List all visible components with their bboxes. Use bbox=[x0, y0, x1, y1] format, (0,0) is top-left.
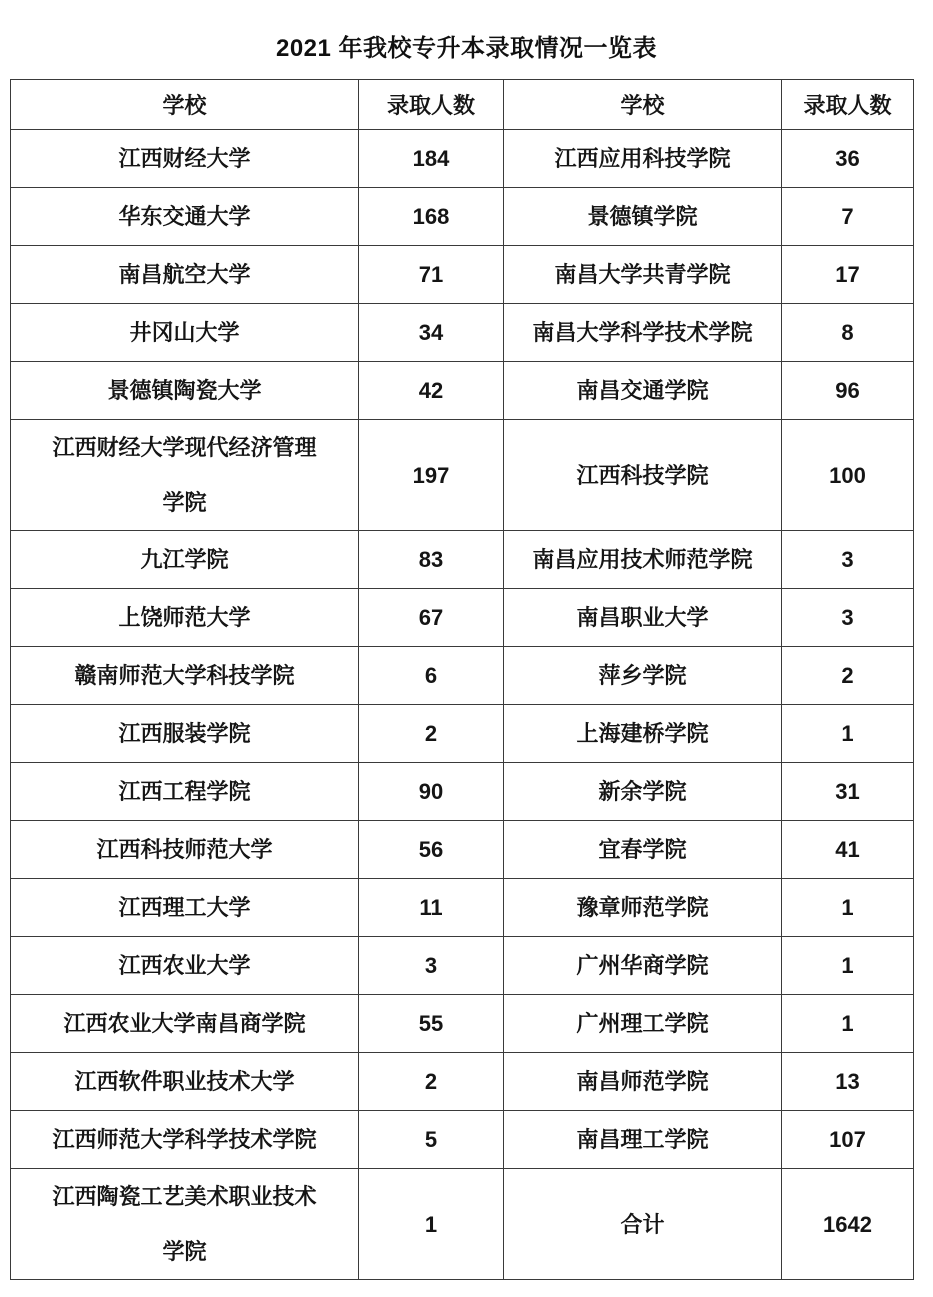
cell-left-school: 华东交通大学 bbox=[11, 188, 359, 246]
cell-left-count: 42 bbox=[359, 362, 504, 420]
table-row bbox=[11, 531, 914, 589]
cell-right-count: 36 bbox=[782, 130, 914, 188]
table-row bbox=[11, 705, 914, 763]
cell-right-school: 南昌交通学院 bbox=[504, 362, 782, 420]
table-row bbox=[11, 937, 914, 995]
cell-left-school: 江西工程学院 bbox=[11, 763, 359, 821]
cell-left-school: 江西财经大学 bbox=[11, 130, 359, 188]
cell-left-school: 江西陶瓷工艺美术职业技术学院 bbox=[11, 1169, 359, 1280]
cell-right-school: 南昌师范学院 bbox=[504, 1053, 782, 1111]
table-row bbox=[11, 362, 914, 420]
table-row bbox=[11, 821, 914, 879]
table-body bbox=[11, 130, 914, 1280]
cell-right-count: 1642 bbox=[782, 1169, 914, 1280]
cell-left-count: 55 bbox=[359, 995, 504, 1053]
cell-left-count: 34 bbox=[359, 304, 504, 362]
cell-right-count: 100 bbox=[782, 420, 914, 531]
table-row bbox=[11, 130, 914, 188]
table-row bbox=[11, 304, 914, 362]
cell-right-school: 南昌应用技术师范学院 bbox=[504, 531, 782, 589]
cell-left-school: 江西理工大学 bbox=[11, 879, 359, 937]
table-row bbox=[11, 420, 914, 531]
cell-left-school: 江西服装学院 bbox=[11, 705, 359, 763]
cell-right-count: 7 bbox=[782, 188, 914, 246]
cell-right-count: 17 bbox=[782, 246, 914, 304]
cell-right-school: 广州华商学院 bbox=[504, 937, 782, 995]
cell-right-school: 广州理工学院 bbox=[504, 995, 782, 1053]
header-count-left: 录取人数 bbox=[359, 80, 504, 130]
cell-left-count: 1 bbox=[359, 1169, 504, 1280]
cell-right-count: 31 bbox=[782, 763, 914, 821]
cell-left-count: 67 bbox=[359, 589, 504, 647]
table-row bbox=[11, 1053, 914, 1111]
cell-right-school: 合计 bbox=[504, 1169, 782, 1280]
table-row bbox=[11, 1111, 914, 1169]
cell-left-count: 11 bbox=[359, 879, 504, 937]
cell-left-school: 江西师范大学科学技术学院 bbox=[11, 1111, 359, 1169]
cell-left-school: 江西农业大学南昌商学院 bbox=[11, 995, 359, 1053]
cell-left-count: 184 bbox=[359, 130, 504, 188]
cell-right-school: 南昌职业大学 bbox=[504, 589, 782, 647]
admissions-table bbox=[10, 79, 914, 1280]
cell-right-count: 2 bbox=[782, 647, 914, 705]
cell-right-count: 41 bbox=[782, 821, 914, 879]
cell-left-count: 83 bbox=[359, 531, 504, 589]
header-school-right: 学校 bbox=[504, 80, 782, 130]
cell-left-school: 赣南师范大学科技学院 bbox=[11, 647, 359, 705]
cell-right-school: 南昌大学共青学院 bbox=[504, 246, 782, 304]
cell-left-count: 197 bbox=[359, 420, 504, 531]
cell-right-count: 3 bbox=[782, 531, 914, 589]
cell-right-school: 萍乡学院 bbox=[504, 647, 782, 705]
cell-left-school: 上饶师范大学 bbox=[11, 589, 359, 647]
table-row bbox=[11, 589, 914, 647]
cell-left-school: 南昌航空大学 bbox=[11, 246, 359, 304]
cell-left-school: 九江学院 bbox=[11, 531, 359, 589]
cell-right-count: 1 bbox=[782, 995, 914, 1053]
cell-left-count: 90 bbox=[359, 763, 504, 821]
header-school-left: 学校 bbox=[11, 80, 359, 130]
cell-right-count: 13 bbox=[782, 1053, 914, 1111]
cell-right-school: 宜春学院 bbox=[504, 821, 782, 879]
cell-right-count: 107 bbox=[782, 1111, 914, 1169]
cell-right-count: 3 bbox=[782, 589, 914, 647]
cell-left-count: 168 bbox=[359, 188, 504, 246]
cell-left-count: 2 bbox=[359, 705, 504, 763]
cell-left-count: 2 bbox=[359, 1053, 504, 1111]
cell-right-school: 南昌理工学院 bbox=[504, 1111, 782, 1169]
table-row bbox=[11, 763, 914, 821]
cell-left-school: 江西财经大学现代经济管理学院 bbox=[11, 420, 359, 531]
table-row bbox=[11, 995, 914, 1053]
cell-left-school: 江西农业大学 bbox=[11, 937, 359, 995]
cell-left-school: 江西软件职业技术大学 bbox=[11, 1053, 359, 1111]
cell-right-school: 南昌大学科学技术学院 bbox=[504, 304, 782, 362]
cell-right-school: 上海建桥学院 bbox=[504, 705, 782, 763]
cell-right-school: 新余学院 bbox=[504, 763, 782, 821]
table-row bbox=[11, 188, 914, 246]
cell-left-count: 71 bbox=[359, 246, 504, 304]
cell-left-school: 井冈山大学 bbox=[11, 304, 359, 362]
cell-right-count: 1 bbox=[782, 879, 914, 937]
table-row bbox=[11, 1169, 914, 1280]
cell-right-count: 1 bbox=[782, 705, 914, 763]
cell-right-school: 豫章师范学院 bbox=[504, 879, 782, 937]
cell-left-count: 3 bbox=[359, 937, 504, 995]
cell-right-school: 景德镇学院 bbox=[504, 188, 782, 246]
cell-right-school: 江西应用科技学院 bbox=[504, 130, 782, 188]
cell-left-count: 56 bbox=[359, 821, 504, 879]
cell-right-count: 8 bbox=[782, 304, 914, 362]
cell-left-school: 景德镇陶瓷大学 bbox=[11, 362, 359, 420]
cell-right-school: 江西科技学院 bbox=[504, 420, 782, 531]
table-row bbox=[11, 879, 914, 937]
cell-left-school: 江西科技师范大学 bbox=[11, 821, 359, 879]
cell-right-count: 96 bbox=[782, 362, 914, 420]
cell-right-count: 1 bbox=[782, 937, 914, 995]
page-title: 2021 年我校专升本录取情况一览表 bbox=[275, 35, 658, 62]
table-row bbox=[11, 647, 914, 705]
cell-left-count: 6 bbox=[359, 647, 504, 705]
cell-left-count: 5 bbox=[359, 1111, 504, 1169]
header-row bbox=[11, 80, 914, 130]
table-row bbox=[11, 246, 914, 304]
header-count-right: 录取人数 bbox=[782, 80, 914, 130]
